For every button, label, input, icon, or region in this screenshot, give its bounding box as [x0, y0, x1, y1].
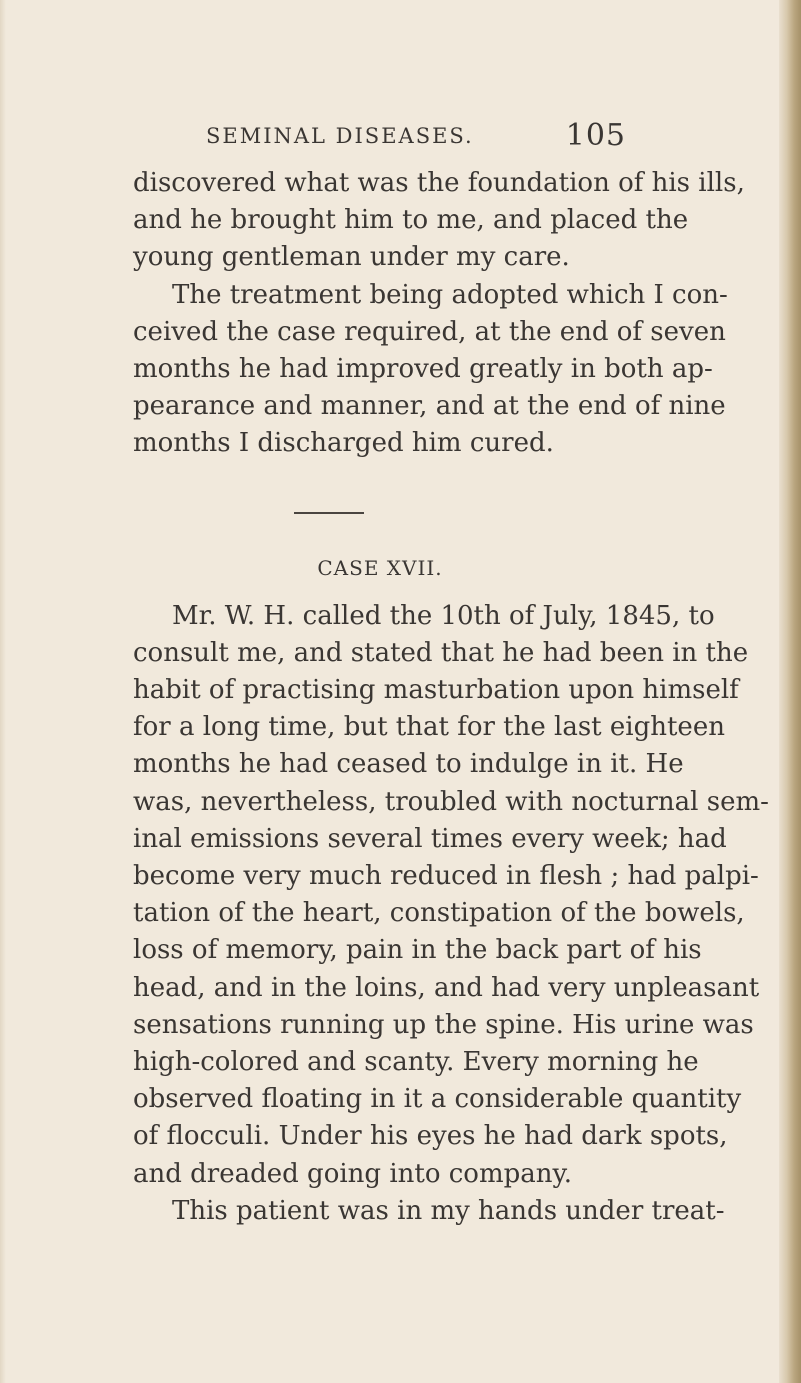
- text-line: young gentleman under my care.: [133, 242, 570, 272]
- text-line: was, nevertheless, troubled with nocturnal sem-: [133, 787, 769, 817]
- text-line: months I discharged him cured.: [133, 428, 554, 458]
- text-line: and dreaded going into company.: [133, 1159, 573, 1189]
- text-line: discovered what was the foundation of his ills,: [133, 168, 745, 198]
- section-divider: [294, 512, 364, 514]
- text-line: inal emissions several times every week; had: [133, 824, 727, 854]
- text-line: loss of memory, pain in the back part of his: [133, 935, 702, 965]
- text-line: months he had improved greatly in both ap-: [133, 354, 713, 384]
- page-right-edge: [779, 0, 801, 1383]
- text-line: observed floating in it a considerable quantity: [133, 1084, 742, 1114]
- text-line: become very much reduced in flesh ; had palpi-: [133, 861, 759, 891]
- running-title: SEMINAL DISEASES.: [206, 124, 474, 148]
- running-head: [206, 118, 626, 158]
- page-number: 105: [565, 118, 626, 153]
- text-line: habit of practising masturbation upon himself: [133, 675, 739, 705]
- text-line: consult me, and stated that he had been in the: [133, 638, 749, 668]
- page-left-edge: [0, 0, 6, 1383]
- case-heading: CASE XVII.: [317, 556, 443, 580]
- text-line: The treatment being adopted which I con-: [172, 280, 728, 310]
- text-line: head, and in the loins, and had very unpleasant: [133, 973, 760, 1003]
- text-line: months he had ceased to indulge in it. He: [133, 749, 684, 779]
- text-line: of flocculi. Under his eyes he had dark spots,: [133, 1121, 728, 1151]
- text-line: for a long time, but that for the last eighteen: [133, 712, 725, 742]
- text-line: Mr. W. H. called the 10th of July, 1845, to: [172, 601, 715, 631]
- text-line: pearance and manner, and at the end of nine: [133, 391, 726, 421]
- text-line: and he brought him to me, and placed the: [133, 205, 689, 235]
- text-line: This patient was in my hands under treat-: [172, 1196, 725, 1226]
- text-line: high-colored and scanty. Every morning he: [133, 1047, 699, 1077]
- text-line: sensations running up the spine. His urine was: [133, 1010, 754, 1040]
- text-line: tation of the heart, constipation of the bowels,: [133, 898, 745, 928]
- text-line: ceived the case required, at the end of seven: [133, 317, 726, 347]
